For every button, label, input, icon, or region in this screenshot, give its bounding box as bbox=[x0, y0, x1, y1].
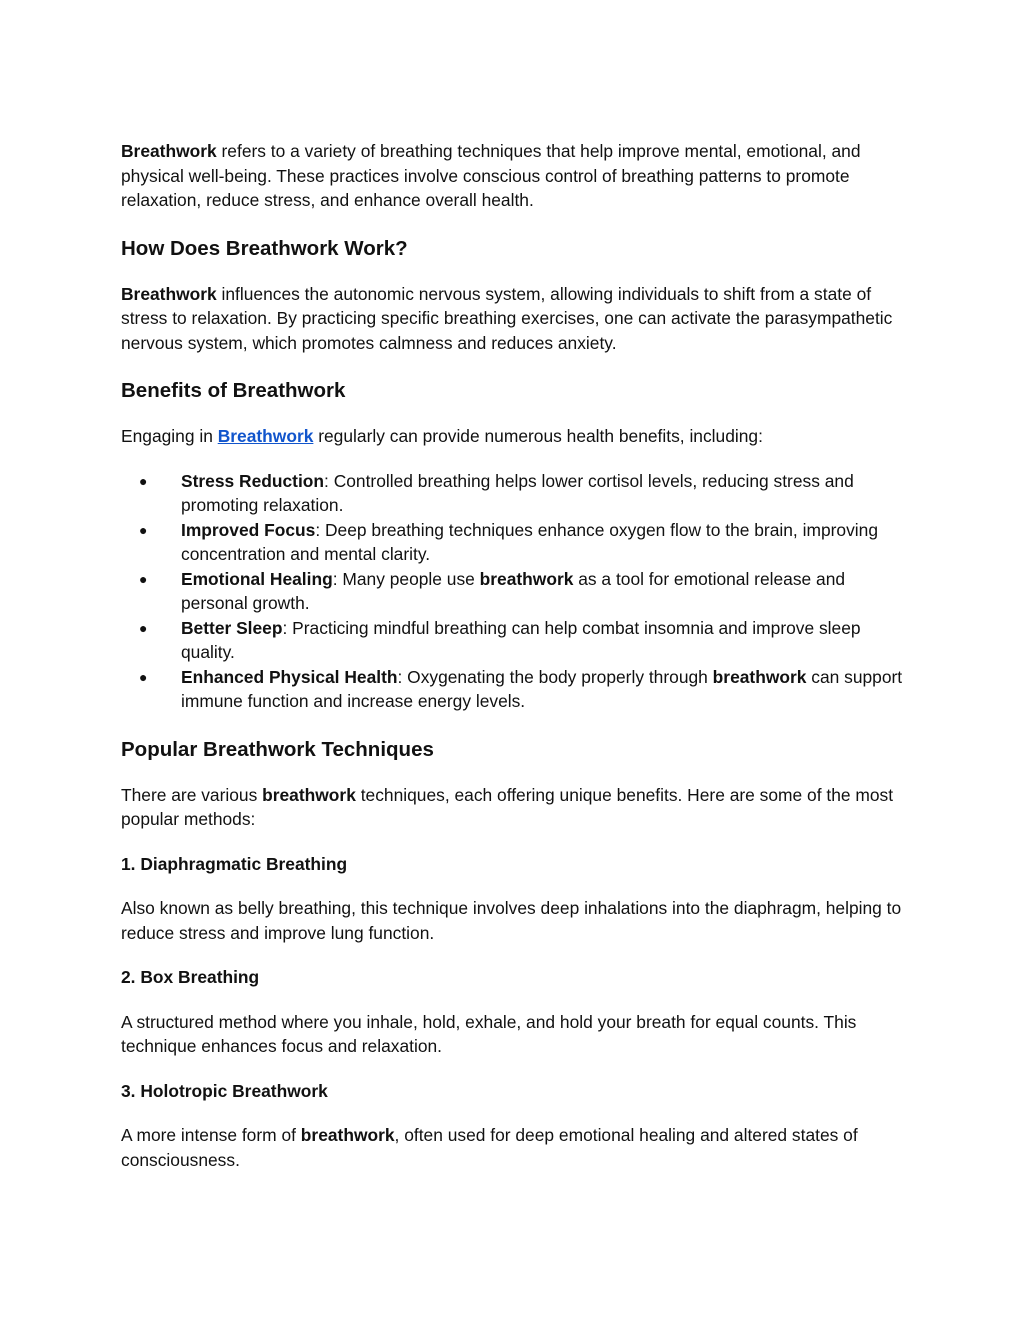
intro-paragraph bbox=[121, 139, 911, 213]
technique-body-before: A more intense form of bbox=[121, 1125, 301, 1145]
how-text: influences the autonomic nervous system, allowing individuals to shift from a state of stress to relaxation. By practicing specific breathing exercises, one can activate the parasympathetic nervous system, which promotes calmness and reduces anxiety. bbox=[121, 283, 893, 353]
list-item-stress-reduction bbox=[121, 469, 911, 518]
technique-title-box: 2. Box Breathing bbox=[121, 967, 260, 987]
benefit-title: Enhanced Physical Health bbox=[181, 666, 398, 687]
technique-body-box: A structured method where you inhale, hold, exhale, and hold your breath for equal counts. This technique enhances focus and relaxation. bbox=[121, 1011, 857, 1056]
list-item-enhanced-physical-health bbox=[121, 665, 911, 714]
technique-body-bold: breathwork bbox=[300, 1125, 395, 1145]
benefit-title: Better Sleep bbox=[181, 617, 283, 638]
benefit-text-after: as a tool for emotional release and personal growth. bbox=[181, 568, 846, 613]
how-term: Breathwork bbox=[121, 283, 217, 304]
breathwork-link[interactable]: Breathwork bbox=[217, 426, 314, 446]
benefit-text-after: can support immune function and increase energy levels. bbox=[181, 666, 903, 711]
benefits-intro-after: regularly can provide numerous health benefits, including: bbox=[313, 426, 763, 446]
benefit-title: Emotional Healing bbox=[181, 568, 333, 589]
benefit-text: : Deep breathing techniques enhance oxygen flow to the brain, improving concentration and mental clarity. bbox=[181, 519, 878, 564]
benefit-bold-term: breathwork bbox=[479, 568, 574, 589]
list-item-improved-focus bbox=[121, 518, 911, 567]
techniques-intro-before: There are various bbox=[121, 784, 263, 805]
techniques-intro-paragraph bbox=[121, 783, 911, 832]
benefit-text: : Practicing mindful breathing can help combat insomnia and improve sleep quality. bbox=[181, 617, 861, 662]
technique-title-diaphragmatic: 1. Diaphragmatic Breathing bbox=[121, 853, 348, 874]
bullet-icon: ● bbox=[139, 570, 148, 587]
bullet-icon: ● bbox=[139, 521, 148, 538]
bullet-icon: ● bbox=[139, 619, 148, 636]
benefit-title: Stress Reduction bbox=[181, 470, 325, 491]
heading-popular-techniques: Popular Breathwork Techniques bbox=[121, 737, 434, 761]
benefit-title: Improved Focus bbox=[181, 519, 316, 540]
intro-text: refers to a variety of breathing techniques that help improve mental, emotional, and physical well-being. These practices involve conscious control of breathing patterns to promote relaxation, reduce stress, and enhance overall health. bbox=[121, 141, 861, 210]
intro-term: Breathwork bbox=[121, 141, 217, 161]
technique-body-after: , often used for deep emotional healing and altered states of consciousness. bbox=[121, 1125, 858, 1170]
benefit-text-before: : Many people use bbox=[332, 568, 480, 589]
benefit-text: : Controlled breathing helps lower cortisol levels, reducing stress and promoting relaxation. bbox=[181, 470, 854, 515]
bullet-icon: ● bbox=[139, 472, 148, 489]
benefits-intro-before: Engaging in bbox=[121, 426, 218, 446]
list-item-better-sleep bbox=[121, 616, 911, 665]
heading-how-breathwork-works: How Does Breathwork Work? bbox=[121, 236, 408, 260]
bullet-icon: ● bbox=[139, 668, 148, 685]
benefit-text-before: : Oxygenating the body properly through bbox=[397, 666, 713, 687]
benefits-intro-paragraph bbox=[121, 424, 911, 449]
techniques-intro-bold: breathwork bbox=[262, 784, 356, 805]
how-paragraph bbox=[121, 282, 911, 356]
technique-body-diaphragmatic: Also known as belly breathing, this technique involves deep inhalations into the diaphragm, helping to reduce stress and improve lung function. bbox=[121, 898, 902, 943]
benefit-bold-term: breathwork bbox=[712, 666, 807, 687]
technique-title-holotropic: 3. Holotropic Breathwork bbox=[121, 1080, 328, 1101]
list-item-emotional-healing bbox=[121, 567, 911, 616]
technique-body-holotropic bbox=[121, 1123, 911, 1172]
techniques-intro-after: techniques, each offering unique benefits. Here are some of the most popular methods: bbox=[121, 784, 894, 829]
document-page bbox=[121, 139, 911, 1172]
benefits-list bbox=[121, 469, 911, 714]
heading-benefits: Benefits of Breathwork bbox=[121, 379, 346, 402]
